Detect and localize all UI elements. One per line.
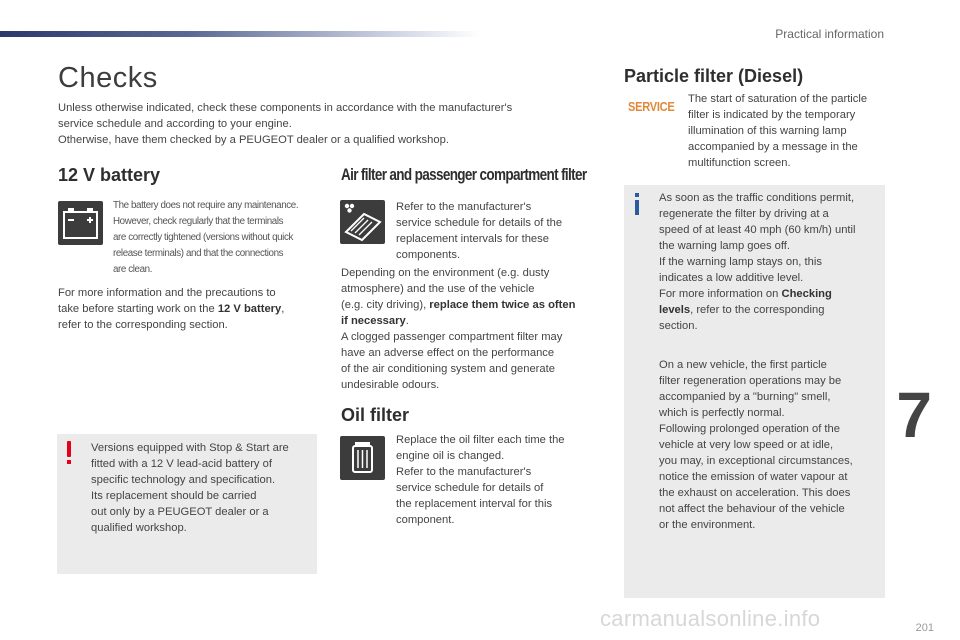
air-filter-emphasis: if necessary [341, 315, 406, 327]
air-filter-emphasis: replace them twice as often [429, 299, 576, 311]
air-filter-line [341, 313, 611, 329]
new-vehicle-line: the exhaust on acceleration. This does [659, 487, 851, 499]
battery-note-line: However, check regularly that the terminals [113, 216, 284, 227]
service-warning-icon: SERVICE [628, 99, 675, 114]
particle-filter-line: multifunction screen. [688, 157, 791, 169]
intro-line: service schedule and according to your engine. [58, 118, 292, 130]
watermark: carmanualsonline.info [600, 606, 821, 631]
air-filter-line: atmosphere) and the use of the vehicle [341, 283, 535, 295]
battery-info-text: , [281, 303, 285, 315]
new-vehicle-line: accompanied by a "burning" smell, [659, 391, 831, 403]
new-vehicle-line: On a new vehicle, the first particle [659, 359, 827, 371]
battery-info [58, 285, 328, 333]
info-line: regenerate the filter by driving at a [659, 208, 829, 220]
battery-heading: 12 V battery [58, 165, 161, 185]
battery-info-line: refer to the corresponding section. [58, 319, 228, 331]
oil-filter-text [396, 432, 596, 528]
oil-filter-icon [340, 436, 385, 480]
info-link-text: levels [659, 304, 691, 316]
new-vehicle-line: filter regeneration operations may be [659, 375, 842, 387]
particle-filter-line: The start of saturation of the particle [688, 93, 868, 105]
warning-exclamation-icon [64, 440, 74, 466]
oil-filter-line: Replace the oil filter each time the [396, 434, 565, 446]
air-filter-line: Depending on the environment (e.g. dusty [341, 267, 550, 279]
new-vehicle-text [659, 357, 883, 533]
warning-line: out only by a PEUGEOT dealer or a [91, 506, 269, 518]
new-vehicle-line: vehicle at very low speed or at idle, [659, 439, 834, 451]
battery-note-line: release terminals) and that the connections [113, 248, 284, 259]
new-vehicle-line: not affect the behaviour of the vehicle [659, 503, 845, 515]
air-filter-text [341, 265, 611, 393]
particle-info-text [659, 190, 883, 334]
battery-note-line: The battery does not require any maintenance. [113, 200, 299, 211]
info-line [659, 286, 883, 302]
particle-filter-heading: Particle filter (Diesel) [624, 66, 804, 86]
new-vehicle-line: or the environment. [659, 519, 756, 531]
chapter-number: 7 [896, 379, 932, 451]
page-number: 201 [915, 622, 934, 634]
battery-note [113, 198, 323, 278]
oil-filter-line: Refer to the manufacturer's [396, 466, 532, 478]
battery-info-line: For more information and the precautions to [58, 287, 276, 299]
air-filter-line [341, 297, 611, 313]
warning-line: specific technology and specification. [91, 474, 276, 486]
air-filter-heading: Air filter and passenger compartment filter [341, 166, 587, 184]
particle-filter-line: accompanied by a message in the [688, 141, 858, 153]
info-line: speed of at least 40 mph (60 km/h) until [659, 224, 856, 236]
info-line: the warning lamp goes off. [659, 240, 791, 252]
section-title: Practical information [775, 27, 884, 41]
info-link-text: Checking [781, 288, 832, 300]
info-text-part: For more information on [659, 288, 782, 300]
battery-note-line: are clean. [113, 264, 153, 275]
battery-info-line [58, 301, 328, 317]
battery-icon [58, 201, 103, 245]
particle-filter-line: filter is indicated by the temporary [688, 109, 856, 121]
info-line: indicates a low additive level. [659, 272, 804, 284]
air-filter-line: A clogged passenger compartment filter may [341, 331, 563, 343]
new-vehicle-line: which is perfectly normal. [659, 407, 785, 419]
intro-line: Unless otherwise indicated, check these components in accordance with the manufacturer's [58, 102, 513, 114]
warning-line: qualified workshop. [91, 522, 187, 534]
oil-filter-line: component. [396, 514, 455, 526]
air-filter-side-text [396, 199, 596, 263]
air-filter-line: Refer to the manufacturer's [396, 201, 532, 213]
oil-filter-heading: Oil filter [341, 405, 410, 425]
new-vehicle-line: notice the emission of water vapour at [659, 471, 848, 483]
info-text-part: , refer to the corresponding [690, 304, 825, 316]
oil-filter-line: engine oil is changed. [396, 450, 505, 462]
oil-filter-line: service schedule for details of [396, 482, 544, 494]
warning-line: fitted with a 12 V lead-acid battery of [91, 458, 272, 470]
info-line: If the warning lamp stays on, this [659, 256, 822, 268]
page-title: Checks [58, 62, 158, 94]
new-vehicle-line: you may, in exceptional circumstances, [659, 455, 853, 467]
warning-line: Versions equipped with Stop & Start are [91, 442, 289, 454]
air-filter-line: undesirable odours. [341, 379, 440, 391]
air-filter-line: service schedule for details of the [396, 217, 563, 229]
battery-link-text: 12 V battery [217, 303, 282, 315]
particle-filter-text [688, 91, 888, 171]
info-line [659, 302, 883, 318]
info-icon [632, 192, 642, 216]
info-line: section. [659, 320, 698, 332]
oil-filter-line: the replacement interval for this [396, 498, 553, 510]
air-filter-line: components. [396, 249, 461, 261]
air-filter-line: of the air conditioning system and generate [341, 363, 555, 375]
air-filter-icon [340, 200, 385, 244]
new-vehicle-line: Following prolonged operation of the [659, 423, 840, 435]
intro-text [58, 100, 578, 148]
battery-warning-text [91, 440, 316, 536]
battery-note-line: are correctly tightened (versions without quick [113, 232, 293, 243]
warning-line: Its replacement should be carried [91, 490, 257, 502]
air-filter-text-part: (e.g. city driving), [341, 299, 430, 311]
air-filter-line: replacement intervals for these [396, 233, 549, 245]
header-accent-bar [0, 31, 480, 37]
battery-info-text: take before starting work on the [58, 303, 218, 315]
intro-line: Otherwise, have them checked by a PEUGEOT dealer or a qualified workshop. [58, 134, 449, 146]
air-filter-text-part: . [405, 315, 409, 327]
air-filter-line: have an adverse effect on the performance [341, 347, 555, 359]
particle-filter-line: illumination of this warning lamp [688, 125, 847, 137]
info-line: As soon as the traffic conditions permit, [659, 192, 855, 204]
